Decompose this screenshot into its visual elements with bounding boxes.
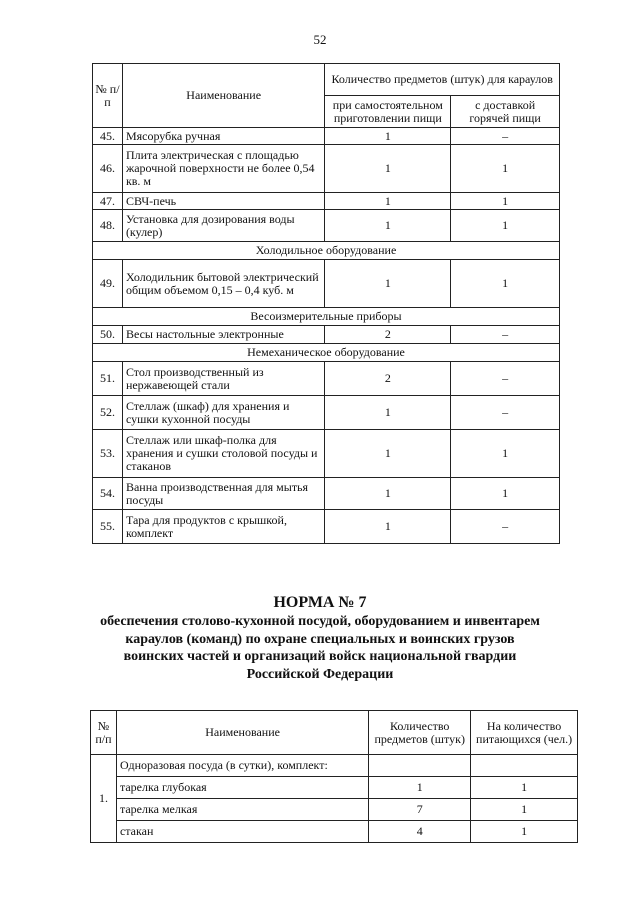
header-qty-group: Количество предметов (штук) для караулов bbox=[325, 64, 560, 96]
item-num: 53. bbox=[93, 430, 123, 478]
table-row bbox=[93, 510, 560, 544]
item-name: Мясорубка ручная bbox=[122, 128, 324, 145]
norm-title: НОРМА № 7 bbox=[273, 594, 367, 611]
table-row bbox=[93, 128, 560, 145]
item-name: Плита электрическая с площадью жарочной поверхности не более 0,54 кв. м bbox=[122, 145, 324, 193]
item-num: 52. bbox=[93, 396, 123, 430]
item-name: СВЧ-печь bbox=[122, 193, 324, 210]
header-num: № п/п bbox=[93, 64, 123, 128]
table-row bbox=[93, 362, 560, 396]
item-name: Ванна производственная для мытья посуды bbox=[122, 478, 324, 510]
item-qty-self: 1 bbox=[325, 128, 451, 145]
item-num: 49. bbox=[93, 260, 123, 308]
item-qty-delivery: – bbox=[451, 128, 560, 145]
item-qty: 4 bbox=[369, 821, 471, 843]
item-qty-self: 2 bbox=[325, 362, 451, 396]
item-name: Холодильник бытовой электрический общим объемом 0,15 – 0,4 куб. м bbox=[122, 260, 324, 308]
item-qty-self: 1 bbox=[325, 396, 451, 430]
table-row bbox=[93, 430, 560, 478]
item-qty-delivery: 1 bbox=[451, 260, 560, 308]
item-num: 51. bbox=[93, 362, 123, 396]
item-name: Стол производственный из нержавеющей стали bbox=[122, 362, 324, 396]
item-qty-delivery: – bbox=[451, 396, 560, 430]
item-name: тарелка мелкая bbox=[116, 799, 368, 821]
item-name: тарелка глубокая bbox=[116, 777, 368, 799]
group-per-empty bbox=[471, 755, 578, 777]
section-row bbox=[93, 308, 560, 326]
item-num: 48. bbox=[93, 210, 123, 242]
page-number: 52 bbox=[313, 32, 327, 47]
item-name: стакан bbox=[116, 821, 368, 843]
header-qty: Количество предметов (штук) bbox=[369, 711, 471, 755]
item-name: Тара для продуктов с крышкой, комплект bbox=[122, 510, 324, 544]
item-qty-delivery: 1 bbox=[451, 145, 560, 193]
table-row bbox=[91, 799, 578, 821]
section-row bbox=[93, 242, 560, 260]
norm-subtitle-line: обеспечения столово-кухонной посудой, оборудованием и инвентарем bbox=[100, 614, 540, 629]
item-qty-delivery: 1 bbox=[451, 430, 560, 478]
norm-subtitle-line: Российской Федерации bbox=[246, 666, 394, 682]
section-title: Немеханическое оборудование bbox=[93, 344, 560, 362]
item-name: Стеллаж или шкаф-полка для хранения и сушки столовой посуды и стаканов bbox=[122, 430, 324, 478]
norm-subtitle-line: караулов (команд) по охране специальных и воинских грузов bbox=[125, 631, 515, 647]
item-num: 45. bbox=[93, 128, 123, 145]
item-num: 54. bbox=[93, 478, 123, 510]
header-col-self: при самостоятельном приготовлении пищи bbox=[325, 96, 451, 128]
table-row bbox=[93, 326, 560, 344]
item-name: Установка для дозирования воды (кулер) bbox=[122, 210, 324, 242]
item-qty-self: 1 bbox=[325, 210, 451, 242]
norm-subtitle bbox=[0, 613, 640, 683]
section-title: Холодильное оборудование bbox=[93, 242, 560, 260]
item-per: 1 bbox=[471, 799, 578, 821]
table-row bbox=[93, 145, 560, 193]
item-qty-self: 1 bbox=[325, 193, 451, 210]
item-qty-delivery: – bbox=[451, 510, 560, 544]
group-qty-empty bbox=[369, 755, 471, 777]
table-row bbox=[93, 260, 560, 308]
table-row bbox=[91, 777, 578, 799]
norm-subtitle-line: воинских частей и организаций войск национальной гвардии bbox=[123, 649, 517, 664]
header-num: № п/п bbox=[91, 711, 117, 755]
header-name: Наименование bbox=[116, 711, 368, 755]
item-num: 50. bbox=[93, 326, 123, 344]
norm7-table bbox=[90, 710, 578, 843]
table-row bbox=[91, 821, 578, 843]
table-row bbox=[93, 396, 560, 430]
table-row bbox=[93, 210, 560, 242]
table-row bbox=[93, 478, 560, 510]
item-num: 47. bbox=[93, 193, 123, 210]
item-qty-delivery: – bbox=[451, 362, 560, 396]
group-title: Одноразовая посуда (в сутки), комплект: bbox=[116, 755, 368, 777]
item-qty-delivery: 1 bbox=[451, 210, 560, 242]
item-qty-self: 1 bbox=[325, 145, 451, 193]
header-col-delivery: с доставкой горячей пищи bbox=[451, 96, 560, 128]
item-per: 1 bbox=[471, 777, 578, 799]
header-name: Наименование bbox=[122, 64, 324, 128]
item-num: 55. bbox=[93, 510, 123, 544]
item-qty-delivery: 1 bbox=[451, 193, 560, 210]
section-title: Весоизмерительные приборы bbox=[93, 308, 560, 326]
item-qty-self: 1 bbox=[325, 260, 451, 308]
item-num: 46. bbox=[93, 145, 123, 193]
section-row bbox=[93, 344, 560, 362]
item-qty-self: 1 bbox=[325, 478, 451, 510]
item-qty: 1 bbox=[369, 777, 471, 799]
item-qty-self: 2 bbox=[325, 326, 451, 344]
table-row bbox=[93, 193, 560, 210]
header-per: На количество питающихся (чел.) bbox=[471, 711, 578, 755]
item-qty-self: 1 bbox=[325, 510, 451, 544]
item-qty-delivery: 1 bbox=[451, 478, 560, 510]
item-name: Стеллаж (шкаф) для хранения и сушки кухонной посуды bbox=[122, 396, 324, 430]
item-name: Весы настольные электронные bbox=[122, 326, 324, 344]
item-qty-self: 1 bbox=[325, 430, 451, 478]
group-num: 1. bbox=[91, 755, 117, 843]
item-qty: 7 bbox=[369, 799, 471, 821]
equipment-table bbox=[92, 63, 560, 544]
item-qty-delivery: – bbox=[451, 326, 560, 344]
item-per: 1 bbox=[471, 821, 578, 843]
